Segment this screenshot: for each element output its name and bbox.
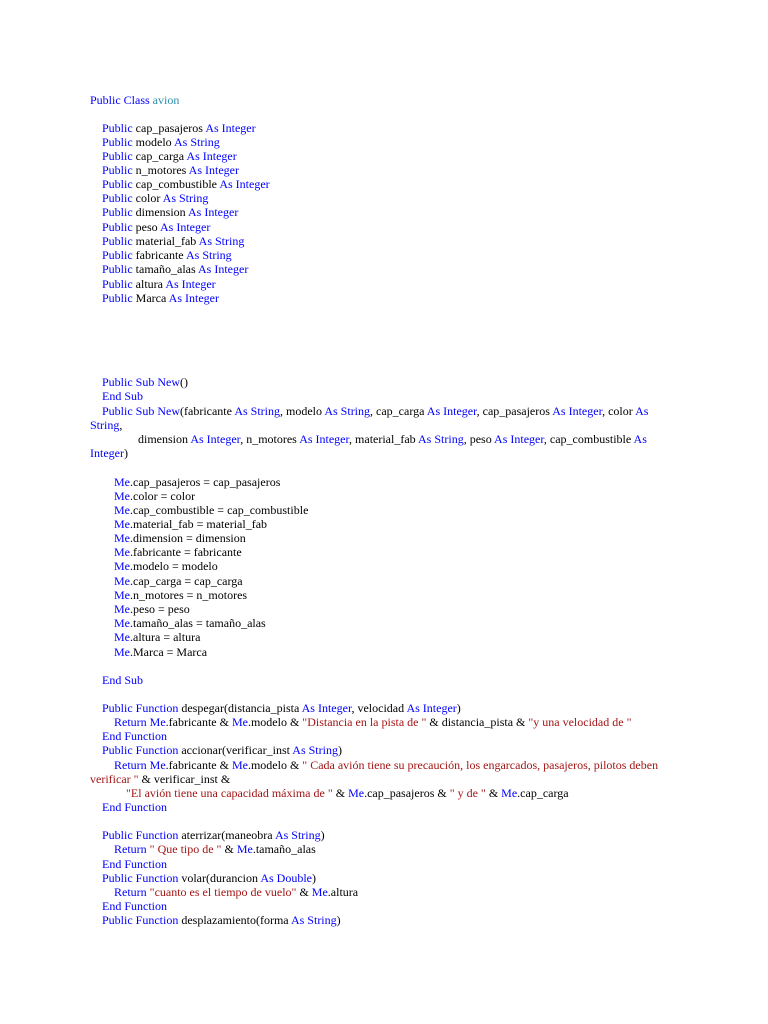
code-token: As String [198,234,245,248]
code-token: Return [90,842,150,856]
code-line [90,899,670,913]
code-token: As Integer [494,432,544,446]
code-line [90,913,670,927]
code-token: Public [90,277,136,291]
code-token: As Integer [190,432,241,446]
code-token: .color = color [130,489,196,503]
code-token: desplazamiento(forma [181,913,291,927]
code-token: Public [90,177,136,191]
code-token: Me [90,545,130,559]
code-token: .altura = altura [130,630,201,644]
code-token: , velocidad [351,701,407,715]
code-line [90,517,670,531]
code-token: As [633,432,647,446]
code-token: String [90,418,120,432]
code-token: End Sub [90,389,144,403]
code-token: .tamaño_alas [252,842,316,856]
code-line [90,404,670,418]
code-line [90,545,670,559]
code-token: As Double [260,871,312,885]
code-token: modelo [135,135,175,149]
code-token: Integer [90,446,124,460]
code-token: aterrizar(maneobra [181,828,275,842]
code-line [90,121,670,135]
code-token: .fabricante & [165,758,232,772]
code-token: Me [90,517,130,531]
code-token: & [485,786,502,800]
code-line [90,857,670,871]
code-line [90,149,670,163]
code-token: color [135,191,163,205]
code-token: verificar " [90,772,139,786]
code-token: "El avión tiene una capacidad máxima de " [90,786,333,800]
code-token: As [635,404,649,418]
code-token: , cap_pasajeros [476,404,553,418]
code-token: Public [90,135,136,149]
code-token: Public [90,234,136,248]
code-line [90,602,670,616]
code-token: Return Me [90,715,166,729]
code-token: "cuanto es el tiempo de vuelo" [149,885,297,899]
code-token: Public Function [90,871,182,885]
code-token: As String [292,743,338,757]
code-token: Me [348,786,365,800]
code-token: Me [90,602,130,616]
code-line [90,588,670,602]
code-line [90,93,670,107]
code-token: Public [90,205,136,219]
code-token: ) [123,446,128,460]
code-token: n_motores [135,163,189,177]
code-token: Me [90,588,130,602]
code-token: As String [290,913,337,927]
code-token: .Marca = Marca [130,645,208,659]
code-token: Public Function [90,913,182,927]
code-line [90,630,670,644]
code-token: .n_motores = n_motores [130,588,248,602]
code-token: Me [236,842,253,856]
code-token: Me [90,503,130,517]
code-token: As Integer [188,163,239,177]
code-token: .fabricante & [165,715,232,729]
code-token: .cap_pasajeros = cap_pasajeros [130,475,281,489]
code-token: End Function [90,899,167,913]
code-token: As Integer [299,432,350,446]
code-line [90,234,670,248]
code-token: Return Me [90,758,166,772]
code-token: despegar(distancia_pista [181,701,302,715]
code-token: Public [90,220,136,234]
code-token: () [180,375,188,389]
code-token: .cap_carga [517,786,569,800]
code-token: Me [90,574,130,588]
code-token: Me [231,715,248,729]
code-token: , peso [463,432,495,446]
code-token: As Integer [188,205,239,219]
code-token: Public Sub New [90,404,180,418]
code-token: dimension [90,432,191,446]
code-token: .altura [327,885,359,899]
code-token: As Integer [426,404,477,418]
code-token: .cap_carga = cap_carga [130,574,243,588]
code-token: Public [90,248,136,262]
code-token: Public [90,291,136,305]
code-token: Me [90,616,130,630]
code-line [90,531,670,545]
code-line [90,475,670,489]
code-token: Me [231,758,248,772]
code-token: As String [274,828,321,842]
code-line [90,673,670,687]
code-token: As String [324,404,371,418]
code-token: .peso = peso [130,602,190,616]
code-token: .tamaño_alas = tamaño_alas [130,616,266,630]
code-line [90,135,670,149]
code-token: Public Function [90,828,182,842]
code-token: "Distancia en la pista de " [302,715,427,729]
code-token: & [296,885,312,899]
code-line [90,248,670,262]
code-token: Public [90,121,136,135]
code-token: As Integer [160,220,211,234]
code-line [90,743,670,757]
code-line [90,729,670,743]
code-line [90,177,670,191]
code-token: " Cada avión tiene su precaución, los engarcados, pasajeros, pilotos deben [302,758,659,772]
code-token: Me [90,475,130,489]
code-token: As Integer [205,121,256,135]
code-token: As Integer [186,149,237,163]
code-token: ) [312,871,316,885]
code-token: , modelo [280,404,325,418]
code-line [90,828,670,842]
code-token: accionar(verificar_inst [181,743,293,757]
code-token: Me [90,531,130,545]
code-token: ) [336,913,341,927]
code-line [90,701,670,715]
code-token: dimension [135,205,189,219]
code-line [90,446,670,460]
code-line [90,163,670,177]
code-line [90,645,670,659]
code-token: ) [337,743,342,757]
code-token: As Integer [198,262,249,276]
code-token: avion [152,93,180,107]
code-line [90,885,670,899]
code-line [90,432,670,446]
code-token: Public Function [90,743,182,757]
code-token: Me [311,885,328,899]
code-token: .material_fab = material_fab [130,517,268,531]
code-token: End Function [90,729,167,743]
code-line [90,191,670,205]
code-token: Me [90,489,130,503]
code-line [90,842,670,856]
code-token: As Integer [219,177,270,191]
code-line [90,772,670,786]
code-token: Me [501,786,518,800]
code-token: .modelo & [247,758,303,772]
code-token: Me [90,559,130,573]
code-token: fabricante [135,248,186,262]
code-token: As Integer [301,701,352,715]
code-token: altura [135,277,166,291]
code-token: & distancia_pista & [426,715,529,729]
code-line [90,574,670,588]
code-token: material_fab [135,234,199,248]
code-token: tamaño_alas [135,262,198,276]
code-token: "y una velocidad de " [528,715,632,729]
code-line [90,418,670,432]
code-line [90,715,670,729]
code-token: & [221,842,237,856]
code-token: Me [90,645,130,659]
code-line [90,262,670,276]
code-token: cap_combustible [135,177,220,191]
code-token: , [119,418,123,432]
code-token: .fabricante = fabricante [130,545,242,559]
code-token: " y de " [449,786,486,800]
code-token: , n_motores [240,432,300,446]
code-line [90,786,670,800]
code-token: As String [185,248,232,262]
code-token: , material_fab [349,432,419,446]
code-line [90,871,670,885]
code-token: Me [90,630,130,644]
code-token: Public [90,163,136,177]
code-token: As Integer [552,404,603,418]
code-token: .modelo = modelo [130,559,218,573]
code-token: Return [90,885,150,899]
code-line [90,220,670,234]
code-token: As String [418,432,464,446]
code-token: As String [162,191,209,205]
code-token: End Function [90,857,167,871]
code-line [90,375,670,389]
code-token: cap_carga [135,149,187,163]
code-token: ) [320,828,325,842]
code-token: peso [135,220,161,234]
code-line [90,758,670,772]
code-line [90,389,670,403]
code-token: As Integer [406,701,457,715]
code-token: End Function [90,800,167,814]
code-token: Public Sub New [90,375,180,389]
code-token: End Sub [90,673,144,687]
code-line [90,616,670,630]
code-token: Public [90,262,136,276]
code-line [90,205,670,219]
code-token: .modelo & [247,715,303,729]
code-token: , color [602,404,636,418]
code-token: & [332,786,349,800]
code-token: .dimension = dimension [130,531,246,545]
code-token: , cap_carga [370,404,427,418]
code-token: , cap_combustible [543,432,634,446]
code-token: (fabricante [180,404,235,418]
code-token: & verificar_inst & [138,772,231,786]
code-token: .cap_pasajeros & [364,786,450,800]
code-token: As Integer [168,291,219,305]
code-token: ) [456,701,461,715]
code-token: volar(durancion [181,871,261,885]
code-line [90,503,670,517]
code-token: As String [174,135,220,149]
code-line [90,277,670,291]
code-line [90,291,670,305]
code-token: Public [90,191,136,205]
code-token: Public Class [90,93,153,107]
code-token: As Integer [165,277,216,291]
code-token: " Que tipo de " [149,842,222,856]
code-line [90,489,670,503]
code-token: .cap_combustible = cap_combustible [130,503,309,517]
code-token: cap_pasajeros [135,121,206,135]
code-token: Public [90,149,136,163]
code-token: As String [234,404,280,418]
code-line [90,800,670,814]
code-line [90,559,670,573]
code-token: Public Function [90,701,182,715]
code-token: Marca [135,291,169,305]
